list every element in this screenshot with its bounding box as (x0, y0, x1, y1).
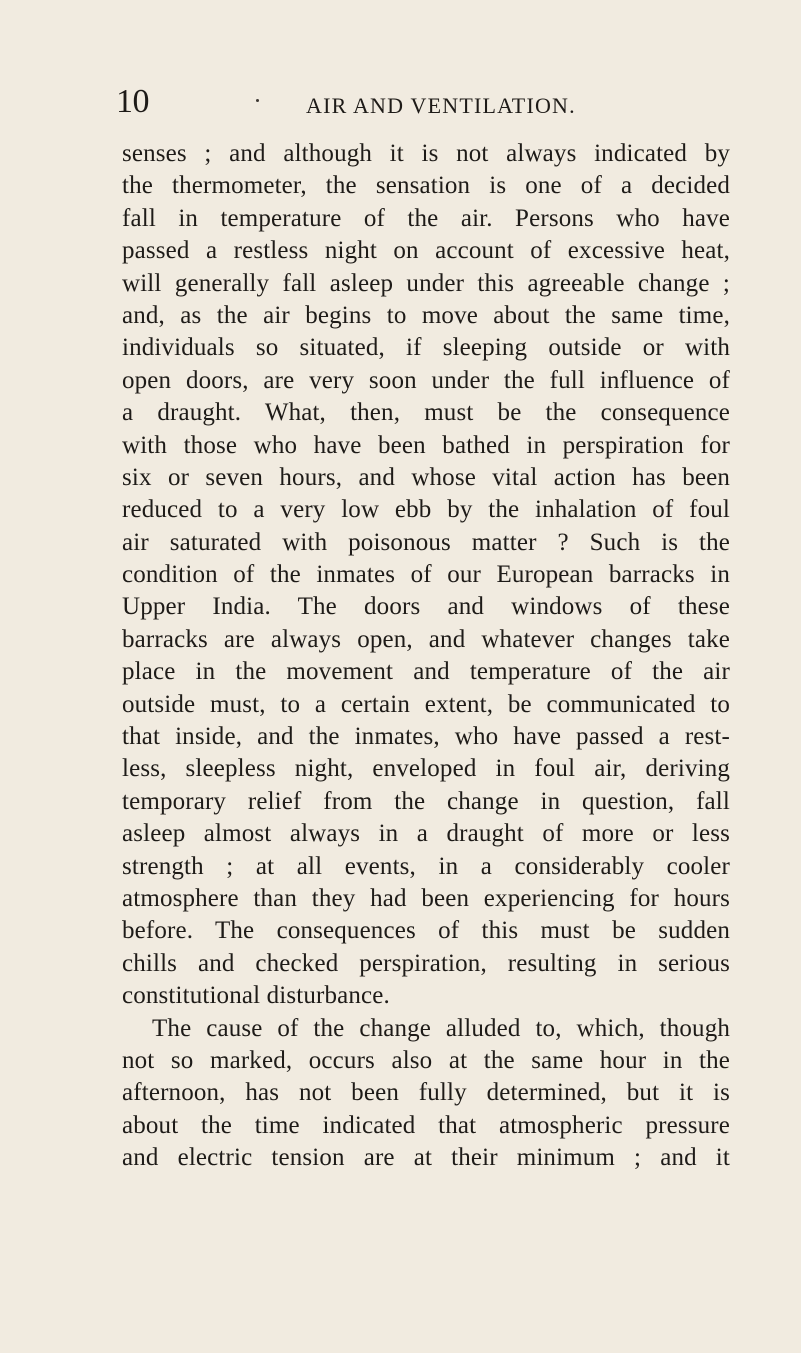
paragraph (122, 1013, 730, 1175)
text-line: passed a restless night on account of excessive heat, (122, 237, 730, 265)
text-line: six or seven hours, and whose vital action has been (122, 463, 730, 491)
text-line: not so marked, occurs also at the same hour in the (122, 1046, 730, 1074)
text-line: constitutional disturbance. (122, 982, 390, 1010)
text-line: place in the movement and temperature of the air (122, 658, 730, 686)
text-line: that inside, and the inmates, who have passed a rest- (122, 723, 730, 751)
text-line: Upper India. The doors and windows of these (122, 593, 730, 621)
body-text (122, 138, 730, 1175)
page-number: 10 (116, 83, 149, 120)
text-line: less, sleepless night, enveloped in foul air, deriving (122, 755, 730, 783)
text-line: open doors, are very soon under the full influence of (122, 366, 730, 394)
text-line: air saturated with poisonous matter ? Such is the (122, 528, 730, 556)
text-line: asleep almost always in a draught of more or less (122, 820, 730, 848)
text-line: senses ; and although it is not always indicated by (122, 140, 730, 167)
text-line: will generally fall asleep under this agreeable change ; (122, 269, 730, 297)
text-line: the thermometer, the sensation is one of a decided (122, 172, 730, 200)
running-title: AIR AND VENTILATION. (306, 93, 576, 118)
text-line: before. The consequences of this must be sudden (122, 917, 730, 945)
text-line: fall in temperature of the air. Persons who have (122, 204, 730, 232)
text-line: afternoon, has not been fully determined, but it is (122, 1079, 730, 1107)
text-line: about the time indicated that atmospheric pressure (122, 1111, 730, 1139)
text-line: a draught. What, then, must be the consequence (122, 399, 730, 427)
text-line: condition of the inmates of our European barracks in (122, 561, 730, 589)
paragraph (122, 138, 730, 1013)
text-line: temporary relief from the change in question, fall (122, 787, 730, 815)
text-line: individuals so situated, if sleeping outside or with (122, 334, 730, 362)
running-head (116, 82, 736, 122)
text-line: atmosphere than they had been experiencing for hours (122, 884, 730, 912)
text-line: and, as the air begins to move about the same time, (122, 301, 730, 329)
text-line: and electric tension are at their minimum ; and it (122, 1144, 730, 1172)
text-line: reduced to a very low ebb by the inhalation of foul (122, 496, 730, 524)
text-line: barracks are always open, and whatever changes take (122, 625, 730, 653)
text-line: chills and checked perspiration, resulting in serious (122, 949, 730, 977)
text-line: outside must, to a certain extent, be communicated to (122, 690, 730, 718)
text-line: The cause of the change alluded to, which, though (152, 1014, 730, 1042)
running-head-dot (256, 99, 259, 102)
text-line: with those who have been bathed in perspiration for (122, 431, 730, 459)
text-line: strength ; at all events, in a considerably cooler (122, 852, 730, 880)
